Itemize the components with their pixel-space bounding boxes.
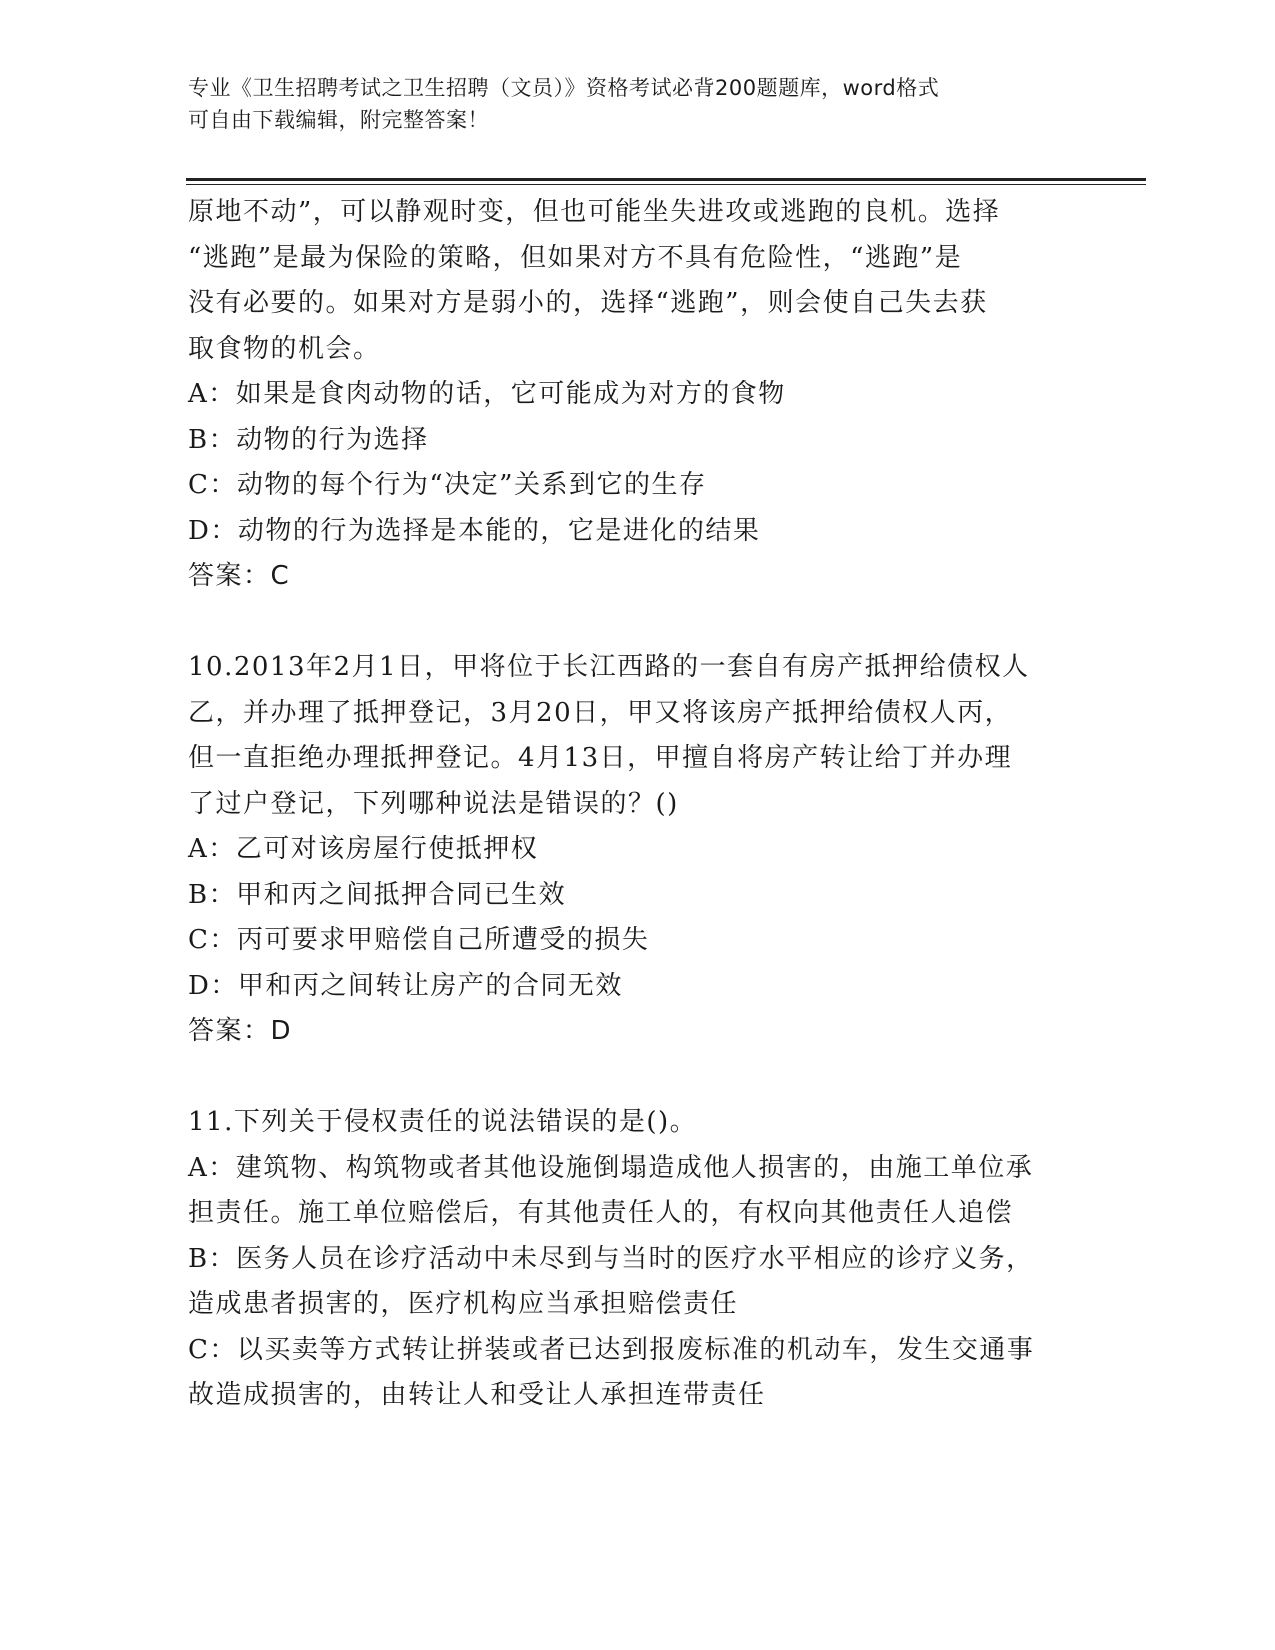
question-text-line: 没有必要的。如果对方是弱小的，选择“逃跑”，则会使自己失去获 <box>188 288 988 318</box>
option-a: A：如果是食肉动物的话，它可能成为对方的食物 <box>188 379 786 409</box>
question-spacer <box>188 1055 1088 1101</box>
question-11 <box>188 1100 1088 1419</box>
answer-label: 答案：D <box>188 1016 293 1046</box>
header-rule-thick <box>186 178 1146 181</box>
question-text-line: 但一直拒绝办理抵押登记。4月13日，甲擅自将房产转让给丁并办理 <box>188 743 1013 773</box>
question-text-line: 10.2013年2月1日，甲将位于长江西路的一套自有房产抵押给债权人 <box>188 652 1030 682</box>
question-10 <box>188 645 1088 1055</box>
question-text-line: 取食物的机会。 <box>188 333 381 364</box>
option-a-line-2: 担责任。施工单位赔偿后，有其他责任人的，有权向其他责任人追偿 <box>188 1198 1014 1228</box>
option-c-line-2: 故造成损害的，由转让人和受让人承担连带责任 <box>188 1380 766 1410</box>
option-a: A：乙可对该房屋行使抵押权 <box>188 834 539 864</box>
question-content <box>188 190 1088 1419</box>
question-spacer <box>188 600 1088 646</box>
question-text-line: 乙，并办理了抵押登记，3月20日，甲又将该房产抵押给债权人丙， <box>188 697 1013 728</box>
option-c: C：动物的每个行为“决定”关系到它的生存 <box>188 470 707 500</box>
question-text-line: “逃跑”是最为保险的策略，但如果对方不具有危险性，“逃跑”是 <box>188 242 963 273</box>
header-line-2: 可自由下载编辑，附完整答案！ <box>188 108 489 132</box>
question-text-line: 原地不动”，可以静观时变，但也可能坐失进攻或逃跑的良机。选择 <box>188 197 1001 227</box>
answer-label: 答案：C <box>188 561 291 591</box>
option-c-line-1: C：以买卖等方式转让拼装或者已达到报废标准的机动车，发生交通事 <box>188 1334 1035 1365</box>
question-text-line: 了过户登记，下列哪种说法是错误的？() <box>188 788 679 819</box>
option-a-line-1: A：建筑物、构筑物或者其他设施倒塌造成他人损害的，由施工单位承 <box>188 1152 1034 1183</box>
option-b: B：甲和丙之间抵押合同已生效 <box>188 879 567 910</box>
document-header <box>188 72 1088 136</box>
option-d: D：动物的行为选择是本能的，它是进化的结果 <box>188 515 761 546</box>
option-c: C：丙可要求甲赔偿自己所遭受的损失 <box>188 925 650 955</box>
question-9 <box>188 190 1088 600</box>
header-line-1: 专业《卫生招聘考试之卫生招聘（文员）》资格考试必背200题题库，word格式 <box>188 76 940 100</box>
option-b-line-1: B：医务人员在诊疗活动中未尽到与当时的医疗水平相应的诊疗义务， <box>188 1243 1034 1274</box>
option-d: D：甲和丙之间转让房产的合同无效 <box>188 970 623 1001</box>
option-b-line-2: 造成患者损害的，医疗机构应当承担赔偿责任 <box>188 1289 739 1319</box>
header-rule-thin <box>186 184 1146 185</box>
option-b: B：动物的行为选择 <box>188 424 429 455</box>
question-text-line: 11.下列关于侵权责任的说法错误的是()。 <box>188 1107 698 1137</box>
